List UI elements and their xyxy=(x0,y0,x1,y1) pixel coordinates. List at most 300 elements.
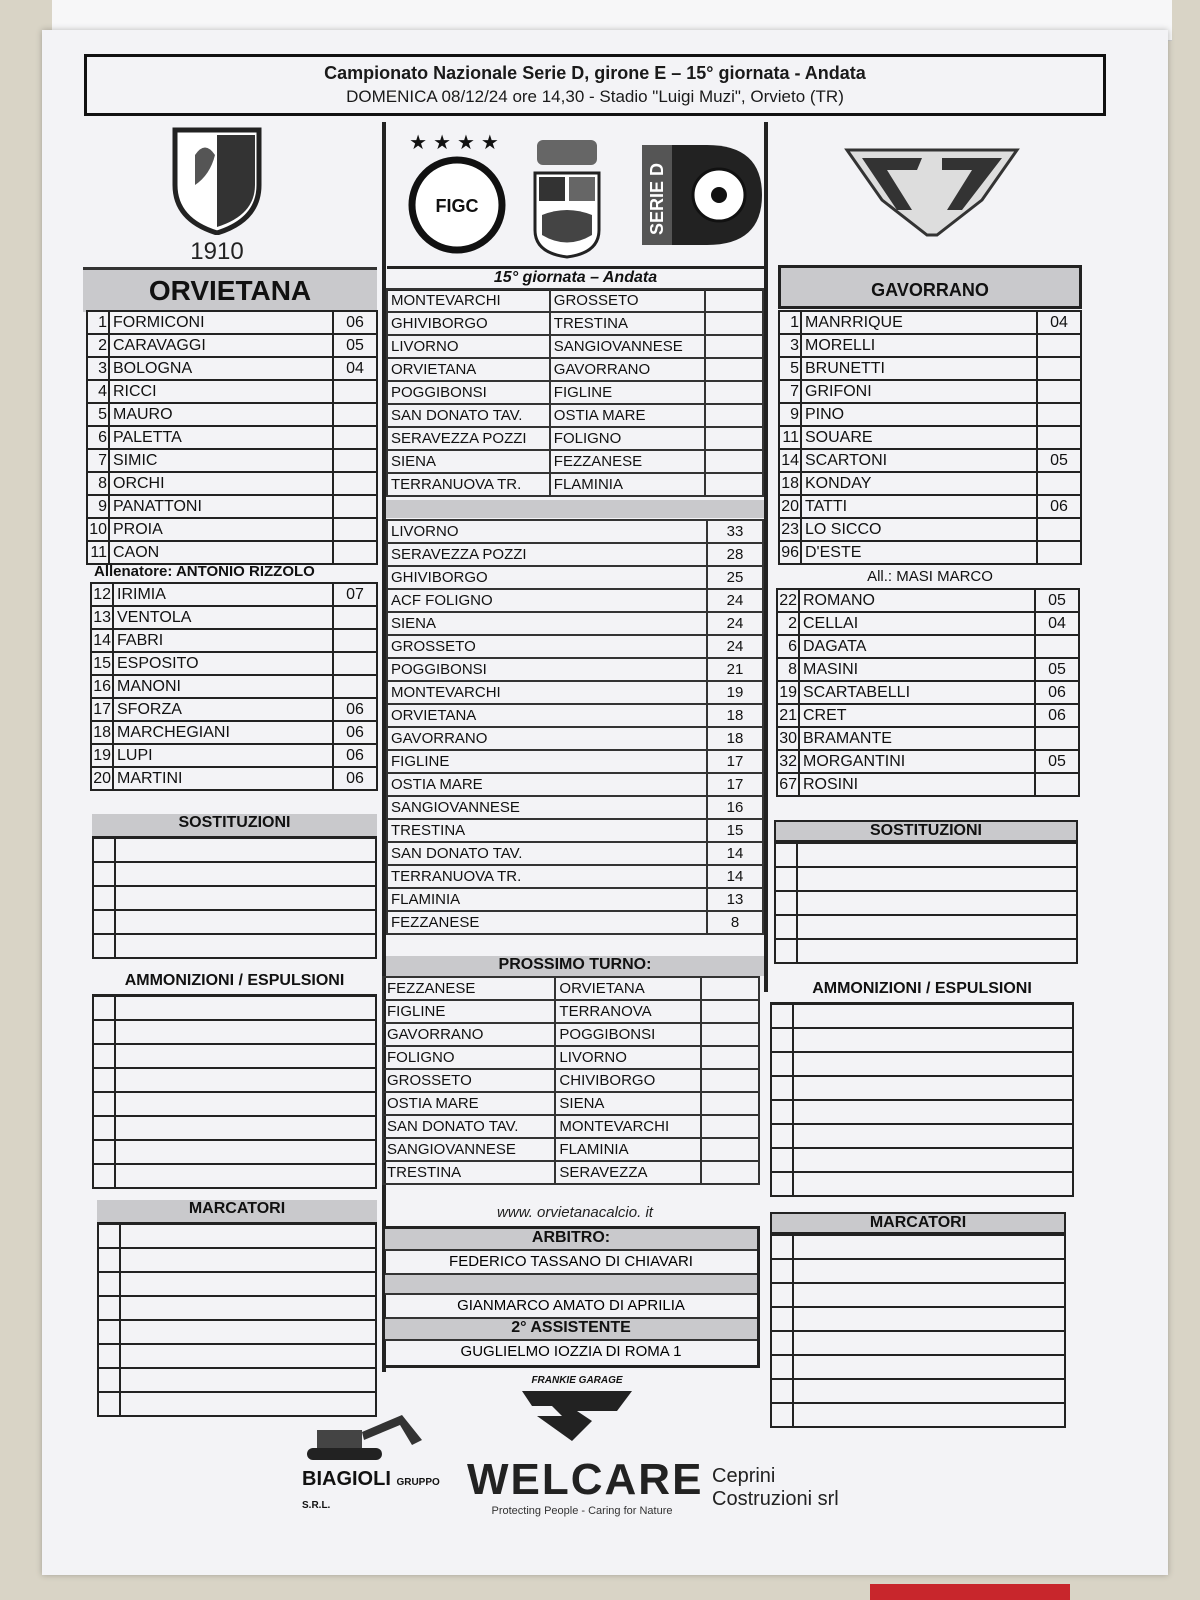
blank-cell xyxy=(771,1259,793,1283)
shirt-number: 8 xyxy=(777,658,799,681)
player-name: MAURO xyxy=(109,403,333,426)
serie-d-icon xyxy=(637,140,767,250)
blank-row xyxy=(771,1172,1073,1196)
player-name: KONDAY xyxy=(801,472,1037,495)
shirt-number: 3 xyxy=(87,357,109,380)
club-name: GHIVIBORGO xyxy=(387,566,707,589)
first-assistant-label xyxy=(385,1275,757,1293)
blank-cell xyxy=(793,1172,1073,1196)
blank-row xyxy=(771,1052,1073,1076)
ceprini-label: Ceprini xyxy=(712,1465,776,1487)
blank-cell xyxy=(793,1004,1073,1028)
shirt-number: 7 xyxy=(779,380,801,403)
standings-row xyxy=(387,520,763,543)
welcare-logo xyxy=(467,1455,704,1525)
next-fixture-row xyxy=(383,1046,759,1069)
club-points: 18 xyxy=(707,704,763,727)
player-row xyxy=(91,675,377,698)
result-cell xyxy=(705,289,763,312)
club-name: OSTIA MARE xyxy=(387,773,707,796)
club-points: 14 xyxy=(707,842,763,865)
blank-row xyxy=(771,1403,1065,1427)
player-name: CAON xyxy=(109,541,333,564)
blank-cell xyxy=(115,1020,376,1044)
blank-cell xyxy=(771,1076,793,1100)
blank-cell xyxy=(120,1344,376,1368)
blank-cell xyxy=(775,939,797,963)
club-name: SERAVEZZA POZZI xyxy=(387,543,707,566)
home-club: TRESTINA xyxy=(383,1161,555,1184)
home-scorers-table xyxy=(97,1223,377,1417)
player-name: MASINI xyxy=(799,658,1035,681)
home-scorers-title: MARCATORI xyxy=(97,1200,377,1224)
excavator-icon xyxy=(302,1410,442,1465)
standings-row xyxy=(387,727,763,750)
blank-row xyxy=(93,1068,376,1092)
away-club: CHIVIBORGO xyxy=(555,1069,701,1092)
result-cell xyxy=(701,1138,759,1161)
blank-row xyxy=(98,1224,376,1248)
website[interactable]: www. orvietanacalcio. it xyxy=(497,1204,653,1221)
player-name: BRUNETTI xyxy=(801,357,1037,380)
home-club: SAN DONATO TAV. xyxy=(387,404,550,427)
player-row xyxy=(87,541,377,564)
player-row xyxy=(779,334,1081,357)
player-rating: 04 xyxy=(1037,311,1081,334)
blank-cell xyxy=(115,910,376,934)
result-cell xyxy=(701,1092,759,1115)
blank-row xyxy=(771,1028,1073,1052)
player-name: SIMIC xyxy=(109,449,333,472)
player-row xyxy=(779,403,1081,426)
standings-row xyxy=(387,911,763,934)
player-rating xyxy=(333,472,377,495)
player-rating xyxy=(333,495,377,518)
next-fixture-row xyxy=(383,1115,759,1138)
player-rating: 05 xyxy=(1037,449,1081,472)
shirt-number: 30 xyxy=(777,727,799,750)
player-name: FORMICONI xyxy=(109,311,333,334)
standings-row xyxy=(387,819,763,842)
blank-cell xyxy=(98,1320,120,1344)
home-club: FOLIGNO xyxy=(383,1046,555,1069)
blank-cell xyxy=(771,1403,793,1427)
home-cards-title: AMMONIZIONI / ESPULSIONI xyxy=(92,972,377,996)
blank-cell xyxy=(797,867,1077,891)
standings-row xyxy=(387,635,763,658)
player-row xyxy=(777,658,1079,681)
blank-row xyxy=(771,1283,1065,1307)
blank-row xyxy=(771,1259,1065,1283)
blank-cell xyxy=(115,1116,376,1140)
player-name: MANONI xyxy=(113,675,333,698)
club-points: 8 xyxy=(707,911,763,934)
away-club: TRESTINA xyxy=(550,312,705,335)
gavorrano-logo-icon xyxy=(842,140,1022,240)
blank-cell xyxy=(115,934,376,958)
home-club: FIGLINE xyxy=(383,1000,555,1023)
first-assistant-name: GIANMARCO AMATO DI APRILIA xyxy=(385,1293,757,1319)
blank-row xyxy=(93,996,376,1020)
club-points: 25 xyxy=(707,566,763,589)
blank-cell xyxy=(93,1020,115,1044)
player-row xyxy=(87,380,377,403)
player-name: CARAVAGGI xyxy=(109,334,333,357)
shirt-number: 14 xyxy=(91,629,113,652)
player-rating xyxy=(333,675,377,698)
blank-cell xyxy=(775,843,797,867)
shirt-number: 23 xyxy=(779,518,801,541)
blank-cell xyxy=(115,1140,376,1164)
shirt-number: 2 xyxy=(777,612,799,635)
player-name: PALETTA xyxy=(109,426,333,449)
blank-cell xyxy=(93,838,115,862)
blank-row xyxy=(93,1140,376,1164)
standings-table xyxy=(386,519,764,935)
round-title: 15° giornata – Andata xyxy=(387,266,764,291)
figc-label: FIGC xyxy=(435,196,479,216)
blank-cell xyxy=(793,1331,1065,1355)
away-club: TERRANOVA xyxy=(555,1000,701,1023)
blank-cell xyxy=(797,915,1077,939)
blank-row xyxy=(93,910,376,934)
result-cell xyxy=(705,473,763,496)
club-points: 16 xyxy=(707,796,763,819)
player-rating: 07 xyxy=(333,583,377,606)
player-row xyxy=(777,727,1079,750)
standings-row xyxy=(387,796,763,819)
frankie-garage-label: FRANKIE GARAGE xyxy=(531,1375,623,1386)
ceprini-logo xyxy=(712,1465,872,1525)
player-row xyxy=(87,426,377,449)
home-club: SERAVEZZA POZZI xyxy=(387,427,550,450)
next-round-title: PROSSIMO TURNO: xyxy=(386,956,764,976)
player-rating xyxy=(1035,727,1079,750)
blank-cell xyxy=(793,1148,1073,1172)
player-row xyxy=(91,583,377,606)
shirt-number: 2 xyxy=(87,334,109,357)
officials-box xyxy=(382,1226,760,1368)
orvieto-coat-of-arms xyxy=(527,135,607,260)
blank-cell xyxy=(93,1140,115,1164)
blank-cell xyxy=(93,910,115,934)
shirt-number: 11 xyxy=(87,541,109,564)
shirt-number: 19 xyxy=(91,744,113,767)
away-substitutions-title: SOSTITUZIONI xyxy=(774,820,1078,842)
player-name: ROSINI xyxy=(799,773,1035,796)
second-assistant-name: GUGLIELMO IOZZIA DI ROMA 1 xyxy=(385,1339,757,1363)
shirt-number: 13 xyxy=(91,606,113,629)
shirt-number: 11 xyxy=(779,426,801,449)
player-name: D'ESTE xyxy=(801,541,1037,564)
red-strip xyxy=(870,1584,1070,1600)
biagioli-suffix: GRUPPO S.R.L. xyxy=(302,1477,440,1511)
blank-cell xyxy=(115,1164,376,1188)
player-name: CELLAI xyxy=(799,612,1035,635)
standings-row xyxy=(387,750,763,773)
blank-row xyxy=(98,1272,376,1296)
blank-cell xyxy=(771,1355,793,1379)
player-rating xyxy=(1037,380,1081,403)
blank-row xyxy=(771,1355,1065,1379)
home-club: OSTIA MARE xyxy=(383,1092,555,1115)
blank-cell xyxy=(775,891,797,915)
result-cell xyxy=(705,404,763,427)
blank-cell xyxy=(771,1124,793,1148)
player-row xyxy=(87,495,377,518)
away-scorers-title: MARCATORI xyxy=(770,1212,1066,1234)
biagioli-label xyxy=(302,1468,452,1514)
player-rating xyxy=(1037,357,1081,380)
blank-cell xyxy=(771,1283,793,1307)
player-rating xyxy=(1037,334,1081,357)
blank-cell xyxy=(793,1259,1065,1283)
club-points: 19 xyxy=(707,681,763,704)
away-club: ORVIETANA xyxy=(555,977,701,1000)
player-name: BRAMANTE xyxy=(799,727,1035,750)
blank-cell xyxy=(93,1092,115,1116)
blank-cell xyxy=(793,1283,1065,1307)
figc-emblem-icon xyxy=(402,155,512,255)
player-name: PINO xyxy=(801,403,1037,426)
club-points: 21 xyxy=(707,658,763,681)
club-points: 24 xyxy=(707,589,763,612)
blank-cell xyxy=(93,1068,115,1092)
player-rating xyxy=(333,606,377,629)
player-rating: 06 xyxy=(1035,681,1079,704)
blank-cell xyxy=(793,1355,1065,1379)
club-name: FLAMINIA xyxy=(387,888,707,911)
player-rating: 05 xyxy=(1035,750,1079,773)
player-row xyxy=(87,449,377,472)
biagioli-logo xyxy=(302,1410,452,1511)
player-name: SOUARE xyxy=(801,426,1037,449)
home-club: GHIVIBORGO xyxy=(387,312,550,335)
blank-cell xyxy=(771,1052,793,1076)
player-rating xyxy=(333,426,377,449)
blank-cell xyxy=(93,1044,115,1068)
result-cell xyxy=(701,977,759,1000)
club-points: 15 xyxy=(707,819,763,842)
player-rating: 06 xyxy=(333,744,377,767)
player-name: IRIMIA xyxy=(113,583,333,606)
home-substitutions-title: SOSTITUZIONI xyxy=(92,814,377,838)
club-name: FIGLINE xyxy=(387,750,707,773)
blank-row xyxy=(771,1004,1073,1028)
player-rating: 04 xyxy=(1035,612,1079,635)
player-row xyxy=(779,541,1081,564)
blank-row xyxy=(98,1320,376,1344)
standings-row xyxy=(387,566,763,589)
home-club: SAN DONATO TAV. xyxy=(383,1115,555,1138)
result-cell xyxy=(705,450,763,473)
result-cell xyxy=(701,1046,759,1069)
shirt-number: 21 xyxy=(777,704,799,727)
away-scorers-table xyxy=(770,1234,1066,1428)
blank-cell xyxy=(793,1379,1065,1403)
result-cell xyxy=(705,427,763,450)
next-fixture-row xyxy=(383,1138,759,1161)
ceprini-label-2: Costruzioni srl xyxy=(712,1488,839,1510)
home-club: MONTEVARCHI xyxy=(387,289,550,312)
player-row xyxy=(779,472,1081,495)
away-club: FLAMINIA xyxy=(550,473,705,496)
blank-row xyxy=(93,1092,376,1116)
fixture-row xyxy=(387,358,763,381)
shirt-number: 18 xyxy=(91,721,113,744)
welcare-label: WELCARE xyxy=(467,1455,704,1504)
next-fixture-row xyxy=(383,1069,759,1092)
blank-row xyxy=(771,1076,1073,1100)
club-points: 33 xyxy=(707,520,763,543)
shirt-number: 10 xyxy=(87,518,109,541)
player-row xyxy=(87,357,377,380)
shirt-number: 9 xyxy=(87,495,109,518)
club-points: 24 xyxy=(707,612,763,635)
blank-row xyxy=(775,867,1077,891)
player-name: GRIFONI xyxy=(801,380,1037,403)
result-cell xyxy=(705,381,763,404)
player-rating xyxy=(1035,773,1079,796)
fixture-row xyxy=(387,381,763,404)
club-points: 14 xyxy=(707,865,763,888)
player-rating: 05 xyxy=(1035,658,1079,681)
player-row xyxy=(779,311,1081,334)
next-fixture-row xyxy=(383,1161,759,1184)
home-club: TERRANUOVA TR. xyxy=(387,473,550,496)
blank-cell xyxy=(793,1028,1073,1052)
fixture-row xyxy=(387,404,763,427)
player-rating xyxy=(333,652,377,675)
player-name: ROMANO xyxy=(799,589,1035,612)
away-club: FOLIGNO xyxy=(550,427,705,450)
blank-cell xyxy=(93,1164,115,1188)
blank-cell xyxy=(98,1224,120,1248)
shield-icon xyxy=(167,125,267,235)
standings-row xyxy=(387,589,763,612)
player-name: TATTI xyxy=(801,495,1037,518)
stars-icon: ★★★★ xyxy=(409,132,505,154)
serie-d-logo xyxy=(637,140,767,250)
blank-cell xyxy=(775,915,797,939)
standings-row xyxy=(387,612,763,635)
player-row xyxy=(777,704,1079,727)
blank-row xyxy=(98,1368,376,1392)
fixture-row xyxy=(387,335,763,358)
shirt-number: 14 xyxy=(779,449,801,472)
blank-cell xyxy=(771,1100,793,1124)
blank-cell xyxy=(93,886,115,910)
player-name: ESPOSITO xyxy=(113,652,333,675)
home-club: ORVIETANA xyxy=(387,358,550,381)
club-name: POGGIBONSI xyxy=(387,658,707,681)
result-cell xyxy=(705,312,763,335)
blank-row xyxy=(771,1100,1073,1124)
away-club: MONTEVARCHI xyxy=(555,1115,701,1138)
blank-cell xyxy=(115,1068,376,1092)
fixture-row xyxy=(387,312,763,335)
player-name: SCARTABELLI xyxy=(799,681,1035,704)
blank-row xyxy=(98,1344,376,1368)
standings-row xyxy=(387,543,763,566)
player-rating: 06 xyxy=(333,698,377,721)
club-name: FEZZANESE xyxy=(387,911,707,934)
home-club: GROSSETO xyxy=(383,1069,555,1092)
result-cell xyxy=(701,1161,759,1184)
player-row xyxy=(87,472,377,495)
blank-cell xyxy=(115,1044,376,1068)
player-row xyxy=(91,721,377,744)
blank-cell xyxy=(120,1368,376,1392)
result-cell xyxy=(705,335,763,358)
blank-cell xyxy=(120,1296,376,1320)
shirt-number: 22 xyxy=(777,589,799,612)
blank-row xyxy=(771,1379,1065,1403)
blank-row xyxy=(775,843,1077,867)
standings-row xyxy=(387,888,763,911)
away-club: LIVORNO xyxy=(555,1046,701,1069)
home-club: FEZZANESE xyxy=(383,977,555,1000)
blank-cell xyxy=(98,1344,120,1368)
player-rating xyxy=(333,541,377,564)
blank-cell xyxy=(120,1320,376,1344)
blank-cell xyxy=(793,1124,1073,1148)
standings-row xyxy=(387,773,763,796)
player-name: MARTINI xyxy=(113,767,333,790)
home-club: LIVORNO xyxy=(387,335,550,358)
home-substitutions-table xyxy=(92,837,377,959)
shirt-number: 15 xyxy=(91,652,113,675)
player-rating xyxy=(1037,518,1081,541)
club-name: LIVORNO xyxy=(387,520,707,543)
player-rating xyxy=(1037,472,1081,495)
blank-cell xyxy=(793,1235,1065,1259)
player-name: CRET xyxy=(799,704,1035,727)
blank-cell xyxy=(793,1076,1073,1100)
founding-year: 1910 xyxy=(190,238,244,265)
away-club: FIGLINE xyxy=(550,381,705,404)
figc-logo xyxy=(402,130,512,260)
player-name: LO SICCO xyxy=(801,518,1037,541)
standings-title-bar xyxy=(386,500,764,518)
next-fixture-row xyxy=(383,1092,759,1115)
blank-cell xyxy=(775,867,797,891)
player-name: ORCHI xyxy=(109,472,333,495)
club-name: MONTEVARCHI xyxy=(387,681,707,704)
blank-row xyxy=(98,1296,376,1320)
blank-cell xyxy=(93,934,115,958)
away-cards-title: AMMONIZIONI / ESPULSIONI xyxy=(770,980,1074,1004)
blank-cell xyxy=(793,1403,1065,1427)
center-divider-right xyxy=(764,122,768,992)
player-rating xyxy=(333,629,377,652)
player-rating xyxy=(1037,426,1081,449)
club-name: ACF FOLIGNO xyxy=(387,589,707,612)
player-row xyxy=(779,380,1081,403)
welcare-slogan: Protecting People - Caring for Nature xyxy=(491,1505,673,1517)
player-rating: 04 xyxy=(333,357,377,380)
blank-row xyxy=(771,1148,1073,1172)
fg-logo-icon xyxy=(517,1386,637,1446)
standings-row xyxy=(387,704,763,727)
blank-cell xyxy=(771,1028,793,1052)
player-name: MARCHEGIANI xyxy=(113,721,333,744)
player-row xyxy=(779,449,1081,472)
shirt-number: 6 xyxy=(87,426,109,449)
player-name: MORGANTINI xyxy=(799,750,1035,773)
blank-row xyxy=(771,1124,1073,1148)
player-row xyxy=(779,357,1081,380)
